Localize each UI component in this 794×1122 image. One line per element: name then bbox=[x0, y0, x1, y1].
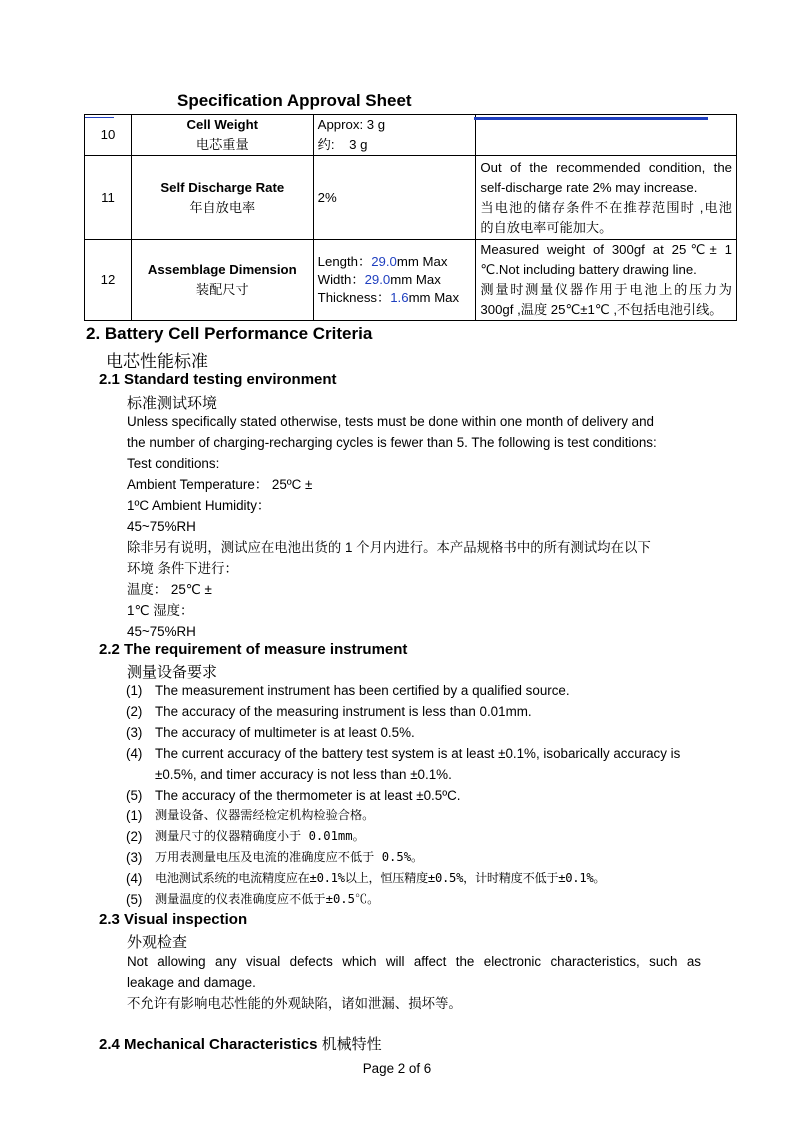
table-row-cell-weight bbox=[85, 115, 737, 156]
list-item: (3) The accuracy of multimeter is at least 0.5%. bbox=[126, 725, 415, 740]
body-line: 45~75%RH bbox=[127, 624, 196, 639]
section-2-1-title-cn: 标准测试环境 bbox=[127, 395, 218, 412]
body-line: Unless specifically stated otherwise, tests must be done within one month of delivery and bbox=[127, 414, 654, 429]
body-line: Test conditions: bbox=[127, 456, 220, 471]
item-en: Cell Weight bbox=[186, 117, 259, 132]
value-cell bbox=[313, 240, 476, 321]
body-line: 不允许有影响电芯性能的外观缺陷，诸如泄漏、损坏等。 bbox=[127, 996, 462, 1011]
value-line: 2% bbox=[317, 189, 337, 205]
list-item: (5) The accuracy of the thermometer is at least ±0.5ºC. bbox=[126, 788, 461, 803]
section-2-2-title: 2.2 The requirement of measure instrument bbox=[99, 641, 408, 658]
body-line: the number of charging-recharging cycles is fewer than 5. The following is test conditions: bbox=[127, 435, 657, 450]
note-cell bbox=[476, 156, 737, 240]
body-line: 1℃ 湿度： bbox=[127, 603, 194, 618]
value-line: 约: 3 g bbox=[317, 137, 368, 152]
section-2-title-cn: 电芯性能标准 bbox=[106, 352, 208, 371]
header-rule-right bbox=[474, 117, 708, 120]
list-item: (5) 测量温度的仪表准确度应不低于±0.5℃。 bbox=[126, 892, 380, 907]
section-2-title: 2. Battery Cell Performance Criteria bbox=[86, 324, 373, 343]
dimension-thickness: Thickness：1.6mm Max bbox=[317, 290, 460, 305]
note-cell bbox=[476, 240, 737, 321]
list-item: (2) 测量尺寸的仪器精确度小于 0.01mm。 bbox=[126, 829, 365, 844]
section-2-1-body bbox=[127, 411, 687, 642]
body-line: leakage and damage. bbox=[127, 975, 256, 990]
value-cell bbox=[313, 156, 476, 240]
body-line: Ambient Temperature： 25ºC ± bbox=[127, 477, 313, 492]
note-cell bbox=[476, 115, 737, 156]
list-item: (4) The current accuracy of the battery test system is at least ±0.1%, isobarically accuracy is bbox=[126, 746, 681, 761]
body-line: 除非另有说明，测试应在电池出货的 1 个月内进行。本产品规格书中的所有测试均在以下 bbox=[127, 540, 651, 555]
instrument-list-en bbox=[126, 680, 706, 806]
body-line: 45~75%RH bbox=[127, 519, 196, 534]
document-title: Specification Approval Sheet bbox=[177, 91, 412, 110]
list-item: (1) 测量设备、仪器需经检定机构检验合格。 bbox=[126, 808, 375, 823]
instrument-list-cn bbox=[126, 805, 716, 910]
note-line: 300gf ,温度 25℃±1℃ ,不包括电池引线。 bbox=[480, 302, 723, 317]
section-2-1-title: 2.1 Standard testing environment bbox=[99, 371, 337, 388]
item-cell bbox=[131, 115, 313, 156]
item-cell bbox=[131, 156, 313, 240]
list-item: (3) 万用表测量电压及电流的准确度应不低于 0.5%。 bbox=[126, 850, 424, 865]
dimension-length: Length：29.0mm Max bbox=[317, 254, 448, 269]
row-number: 12 bbox=[85, 240, 132, 321]
list-item: (4) 电池测试系统的电流精度应在±0.1%以上，恒压精度±0.5%，计时精度不低于±0.1%。 bbox=[126, 871, 606, 886]
note-line: ℃.Not including battery drawing line. bbox=[480, 262, 697, 277]
value-cell bbox=[313, 115, 476, 156]
note-line: 当电池的储存条件不在推荐范围时 ,电池 bbox=[480, 199, 732, 215]
item-en: Assemblage Dimension bbox=[147, 262, 297, 277]
item-cn: 年自放电率 bbox=[189, 199, 256, 215]
note-line: Out of the recommended condition, the bbox=[480, 159, 732, 175]
row-number: 11 bbox=[85, 156, 132, 240]
list-item: (1) The measurement instrument has been certified by a qualified source. bbox=[126, 683, 570, 698]
list-item: (2) The accuracy of the measuring instrument is less than 0.01mm. bbox=[126, 704, 532, 719]
section-2-3-title-cn: 外观检查 bbox=[127, 934, 188, 951]
body-line: 1ºC Ambient Humidity： bbox=[127, 498, 271, 513]
section-2-4-title-en: 2.4 Mechanical Characteristics bbox=[99, 1036, 318, 1053]
page-number: Page 2 of 6 bbox=[362, 1061, 432, 1076]
body-line: 环境 条件下进行： bbox=[127, 561, 238, 576]
body-line: 温度： 25℃ ± bbox=[127, 582, 212, 597]
item-cn: 电芯重量 bbox=[195, 137, 249, 152]
section-2-3-title: 2.3 Visual inspection bbox=[99, 911, 248, 928]
table-row-self-discharge bbox=[85, 156, 737, 240]
section-2-4-title bbox=[99, 1033, 382, 1054]
note-line: Measured weight of 300gf at 25℃± 1 bbox=[480, 242, 732, 257]
dimension-width: Width：29.0mm Max bbox=[317, 272, 441, 287]
table-row-dimension bbox=[85, 240, 737, 321]
note-line: 的自放电率可能加大。 bbox=[480, 219, 613, 235]
row-number: 10 bbox=[85, 115, 132, 156]
note-line: 测量时测量仪器作用于电池上的压力为 bbox=[480, 282, 732, 297]
item-en: Self Discharge Rate bbox=[160, 179, 285, 195]
note-line: self-discharge rate 2% may increase. bbox=[480, 179, 698, 195]
body-line: Not allowing any visual defects which will affect the electronic characteristics, such as bbox=[127, 954, 701, 969]
section-2-3-body bbox=[127, 951, 701, 1014]
spec-table bbox=[84, 114, 737, 321]
item-cn: 装配尺寸 bbox=[195, 282, 249, 297]
section-2-2-title-cn: 测量设备要求 bbox=[127, 664, 218, 681]
value-line: Approx: 3 g bbox=[317, 117, 386, 132]
section-2-4-title-cn: 机械特性 bbox=[321, 1036, 382, 1053]
list-item-continued: ±0.5%, and timer accuracy is not less than ±0.1%. bbox=[155, 767, 452, 782]
item-cell bbox=[131, 240, 313, 321]
